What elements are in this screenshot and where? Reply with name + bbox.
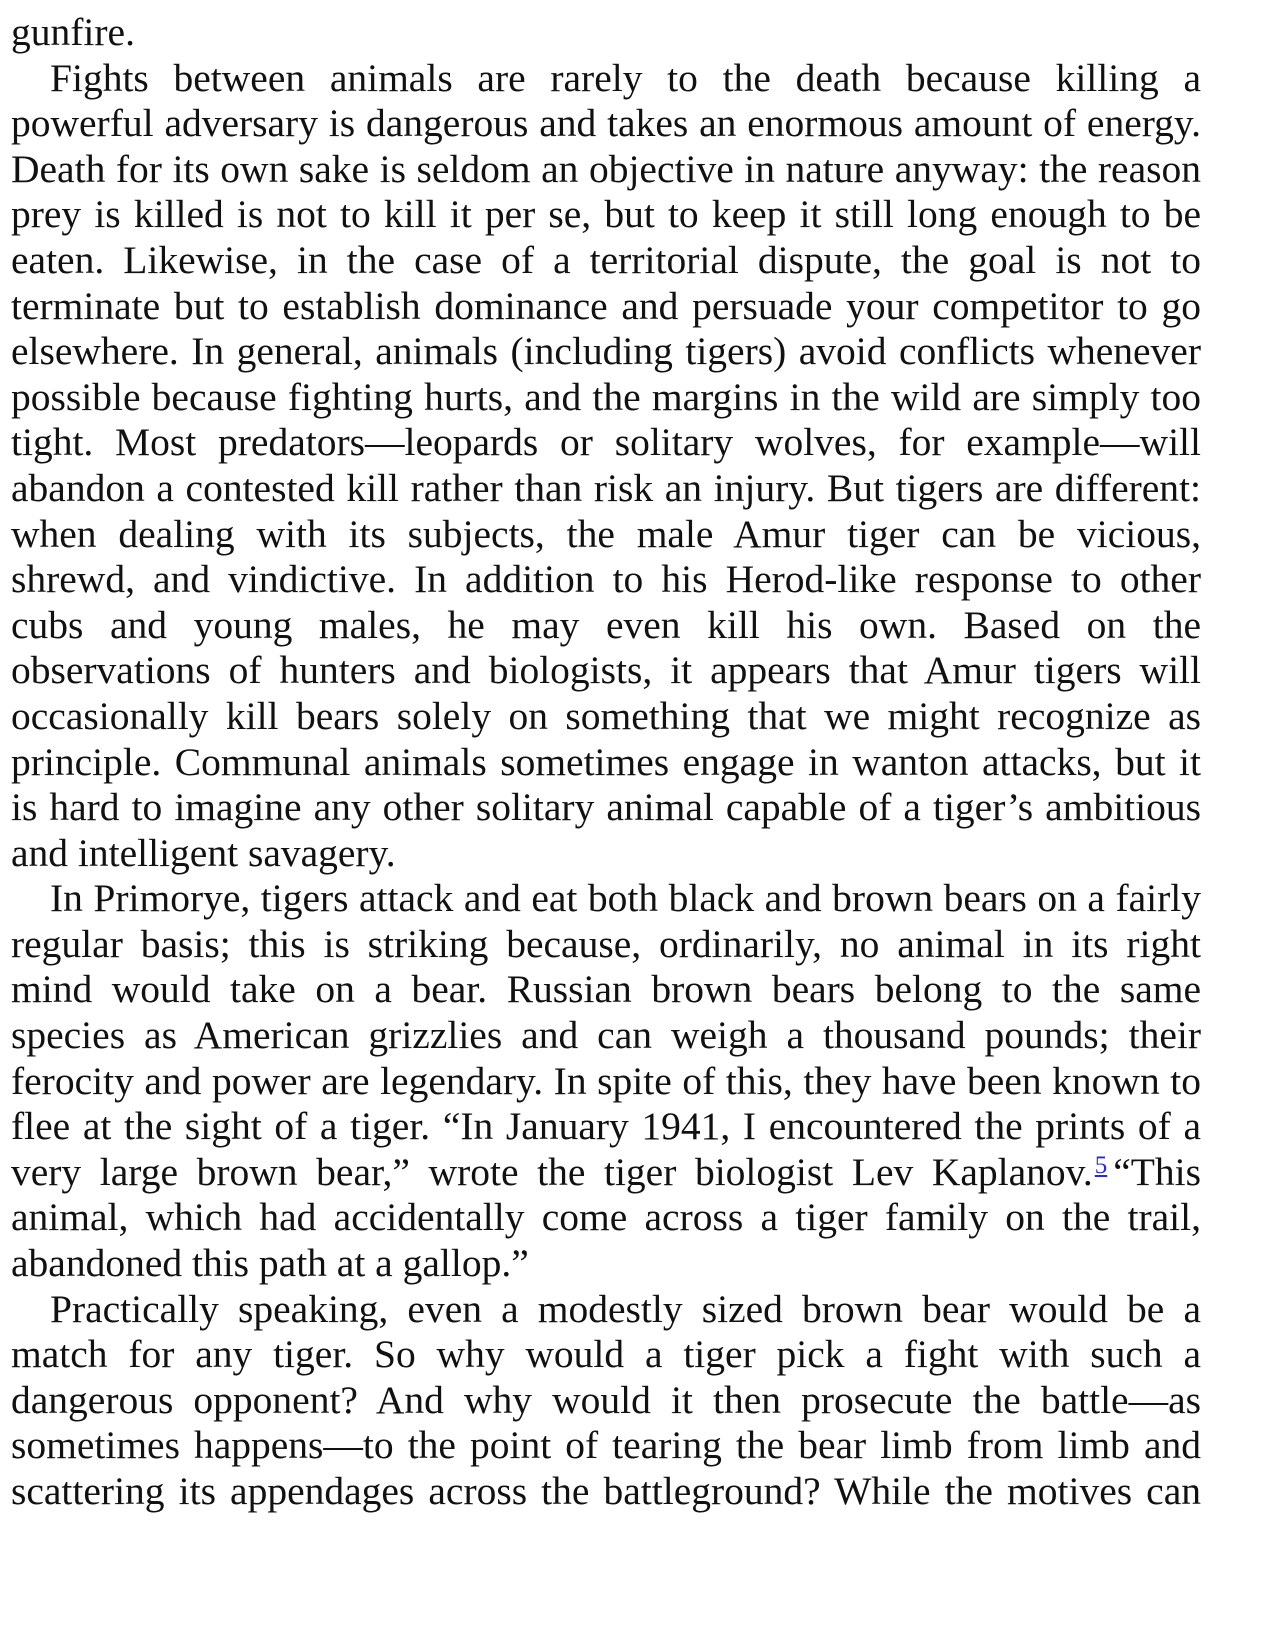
paragraph-text-after-footnote: “This animal, which had accidentally come across a tiger family on the trail, abandoned this path at a gallop.” bbox=[11, 1149, 1201, 1286]
paragraph-fights-between-animals: Fights between animals are rarely to the death because killing a powerful adversary is dangerous and takes an enormous amount of energy. Death for its own sake is seldom an objective in nature anyway: the reason prey is killed is not to kill it per se, but to keep it still long enough to be eaten. Likewise, in the case of a territorial dispute, the goal is not to terminate but to establish dominance and persuade your competitor to go elsewhere. In general, animals (including tigers) avoid conflicts whenever possible because fighting hurts, and the margins in the wild are simply too tight. Most predators—leopards or solitary wolves, for example—will abandon a contested kill rather than risk an injury. But tigers are different: when dealing with its subjects, the male Amur tiger can be vicious, shrewd, and vindictive. In addition to his Herod-like response to other cubs and young males, he may even kill his own. Based on the observations of hunters and biologists, it appears that Amur tigers will occasionally kill bears solely on something that we might recognize as principle. Communal animals sometimes engage in wanton attacks, but it is hard to imagine any other solitary animal capable of a tiger’s ambitious and intelligent savagery. bbox=[11, 55, 1201, 875]
page-body bbox=[11, 10, 1201, 1515]
paragraph-text-before-footnote: In Primorye, tigers attack and eat both black and brown bears on a fairly regular basis; this is striking because, ordinarily, no animal in its right mind would take on a bear. Russian brown bears belong to the same species as American grizzlies and can weigh a thousand pounds; their ferocity and power are legendary. In spite of this, they have been known to flee at the sight of a tiger. “In January 1941, I encountered the prints of a very large brown bear,” wrote the tiger biologist Lev Kaplanov. bbox=[11, 876, 1201, 1194]
paragraph-continuation: gunfire. bbox=[11, 10, 135, 54]
paragraph-primorye-bears bbox=[11, 876, 1201, 1286]
paragraph-practically-speaking: Practically speaking, even a modestly sized brown bear would be a match for any tiger. So why would a tiger pick a fight with such a dangerous opponent? And why would it then prosecute the battle—as sometimes happens—to the point of tearing the bear limb from limb and scattering its appendages across the battleground? While the motives can bbox=[11, 1286, 1201, 1513]
footnote-link-5[interactable]: 5 bbox=[1094, 1151, 1108, 1179]
